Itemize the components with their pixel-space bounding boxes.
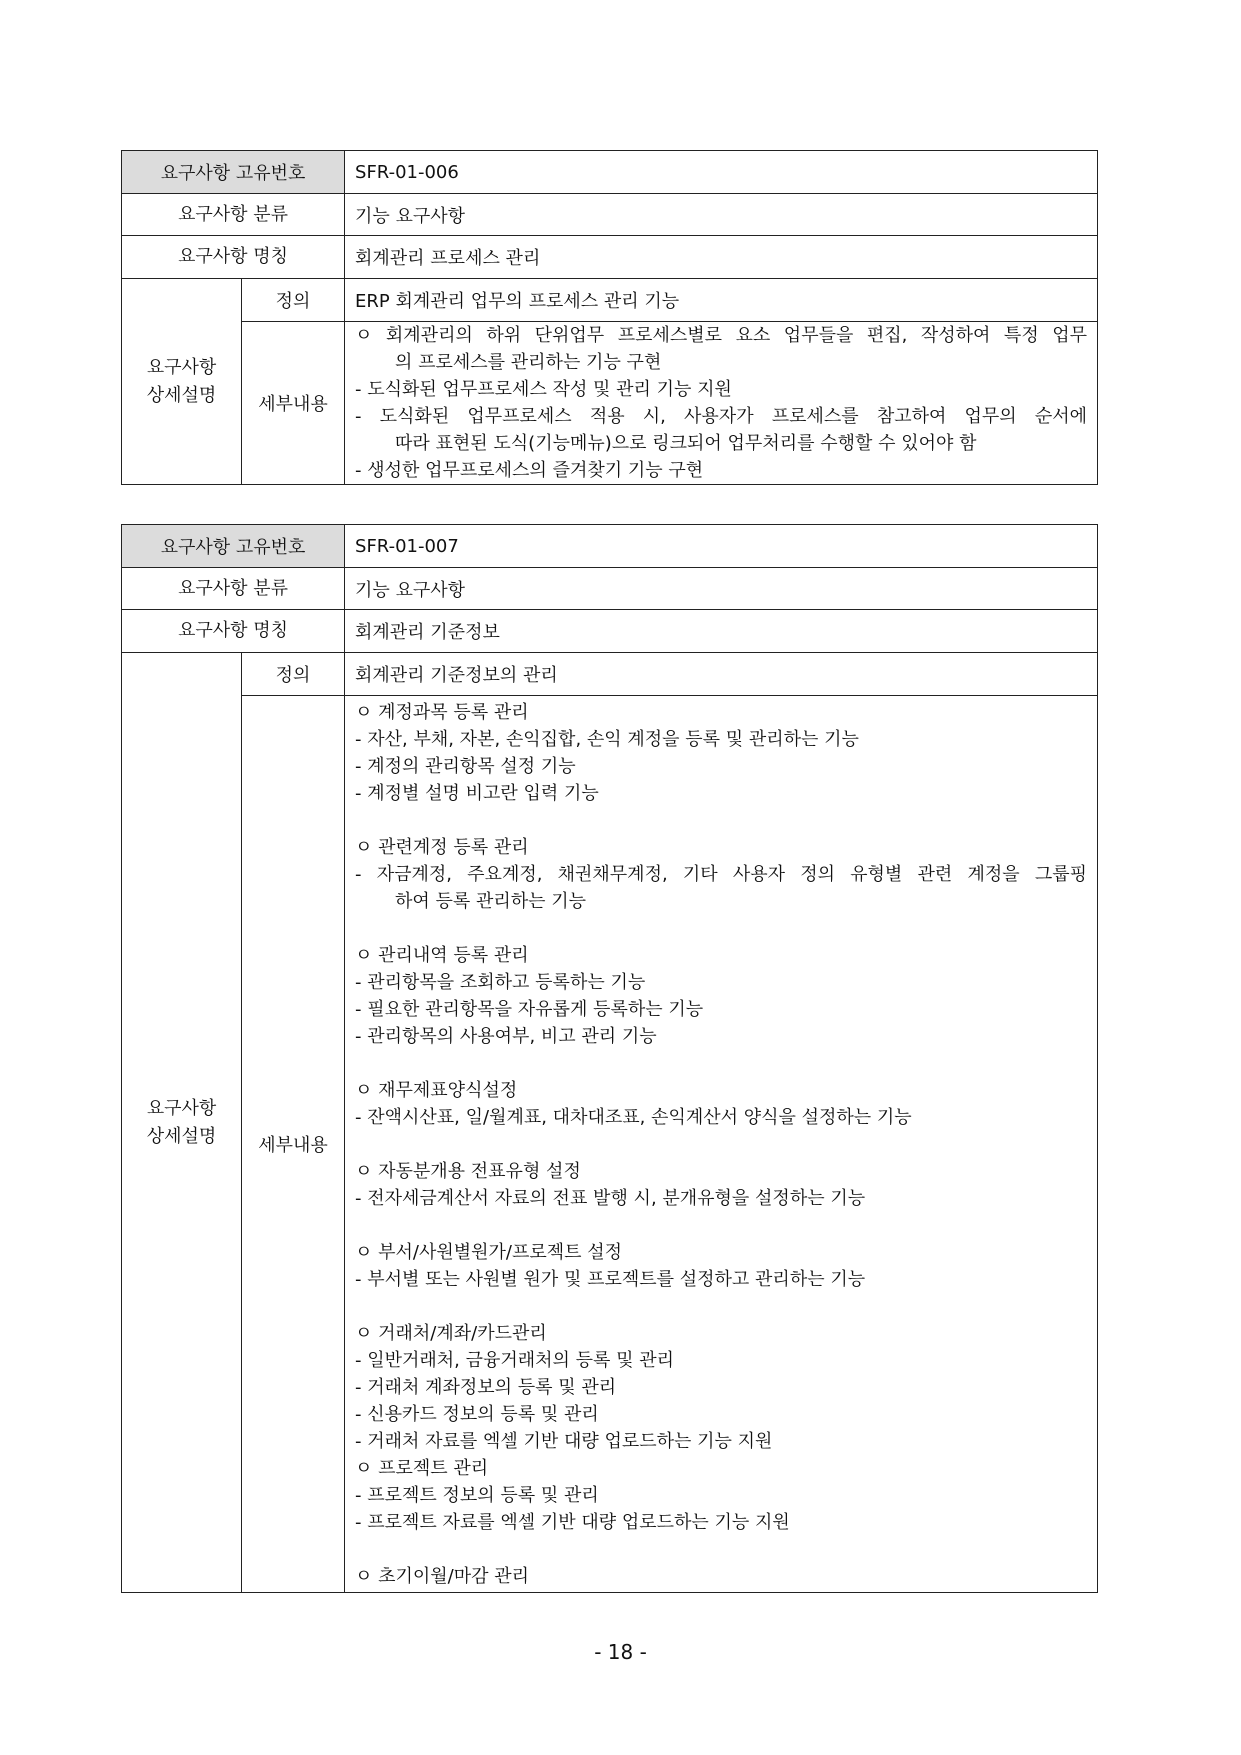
detail-line: - 생성한 업무프로세스의 즐겨찾기 기능 구현 (355, 460, 704, 481)
detail-line: - 관리항목을 조회하고 등록하는 기능 (355, 971, 646, 993)
name-label: 요구사항 명칭 (122, 236, 345, 279)
detail-line: - 거래처 계좌정보의 등록 및 관리 (355, 1376, 617, 1398)
detail-line: - 계정의 관리항목 설정 기능 (355, 755, 576, 777)
detail-label: 세부내용 (242, 696, 345, 1593)
id-label: 요구사항 고유번호 (122, 151, 345, 194)
detail-line: ㅇ 부서/사원별원가/프로젝트 설정 (355, 1241, 623, 1263)
category-label: 요구사항 분류 (122, 194, 345, 236)
detail-label: 세부내용 (242, 322, 345, 485)
requirement-name: 회계관리 기준정보 (345, 610, 1098, 653)
detail-line: - 프로젝트 자료를 엑셀 기반 대량 업로드하는 기능 지원 (355, 1511, 790, 1533)
definition-label: 정의 (242, 279, 345, 322)
detail-line: - 자산, 부채, 자본, 손익집합, 손익 계정을 등록 및 관리하는 기능 (355, 728, 859, 750)
detail-line: 따라 표현된 도식(기능메뉴)으로 링크되어 업무처리를 수행할 수 있어야 함 (395, 433, 977, 454)
category-label: 요구사항 분류 (122, 568, 345, 610)
requirement-details (345, 696, 1098, 1593)
detail-line: - 일반거래처, 금융거래처의 등록 및 관리 (355, 1349, 675, 1371)
requirement-table-1 (121, 150, 1098, 485)
detail-main-label-line2: 상세설명 (146, 384, 217, 406)
detail-blank-line (355, 807, 1087, 834)
detail-line: ㅇ 관리내역 등록 관리 (355, 944, 529, 966)
detail-blank-line (355, 915, 1087, 942)
detail-line: ㅇ 재무제표양식설정 (355, 1079, 518, 1101)
detail-line: - 자금계정, 주요계정, 채권채무계정, 기타 사용자 정의 유형별 관련 계정을 그룹핑 (355, 863, 1087, 885)
requirement-definition: ERP 회계관리 업무의 프로세스 관리 기능 (345, 279, 1098, 322)
definition-label: 정의 (242, 653, 345, 696)
detail-line: ㅇ 거래처/계좌/카드관리 (355, 1322, 547, 1344)
detail-line: ㅇ 회계관리의 하위 단위업무 프로세스별로 요소 업무들을 편집, 작성하여 특정 업무 (355, 325, 1087, 346)
requirement-category: 기능 요구사항 (345, 194, 1098, 236)
detail-line: 하여 등록 관리하는 기능 (395, 890, 587, 912)
detail-blank-line (355, 1131, 1087, 1158)
detail-line: - 도식화된 업무프로세스 작성 및 관리 기능 지원 (355, 379, 732, 400)
detail-line: ㅇ 프로젝트 관리 (355, 1457, 489, 1479)
detail-main-label-line1: 요구사항 (146, 356, 217, 378)
detail-line: - 프로젝트 정보의 등록 및 관리 (355, 1484, 599, 1506)
detail-line: ㅇ 자동분개용 전표유형 설정 (355, 1160, 581, 1182)
detail-line: - 신용카드 정보의 등록 및 관리 (355, 1403, 599, 1425)
detail-main-label-line2: 상세설명 (146, 1125, 217, 1147)
detail-main-label (122, 279, 242, 485)
detail-line: - 잔액시산표, 일/월계표, 대차대조표, 손익계산서 양식을 설정하는 기능 (355, 1106, 912, 1128)
requirement-table-2 (121, 524, 1098, 1593)
detail-blank-line (355, 1536, 1087, 1563)
requirement-id: SFR-01-006 (345, 151, 1098, 194)
page-number: - 18 - (594, 1640, 647, 1664)
requirement-details (345, 322, 1098, 485)
detail-line: - 거래처 자료를 엑셀 기반 대량 업로드하는 기능 지원 (355, 1430, 773, 1452)
requirement-name: 회계관리 프로세스 관리 (345, 236, 1098, 279)
detail-line: - 계정별 설명 비고란 입력 기능 (355, 782, 599, 804)
detail-line: - 필요한 관리항목을 자유롭게 등록하는 기능 (355, 998, 704, 1020)
id-label: 요구사항 고유번호 (122, 525, 345, 568)
detail-line: - 부서별 또는 사원별 원가 및 프로젝트를 설정하고 관리하는 기능 (355, 1268, 866, 1290)
detail-line: ㅇ 계정과목 등록 관리 (355, 701, 529, 723)
name-label: 요구사항 명칭 (122, 610, 345, 653)
detail-blank-line (355, 1293, 1087, 1320)
requirement-definition: 회계관리 기준정보의 관리 (345, 653, 1098, 696)
detail-line: ㅇ 관련계정 등록 관리 (355, 836, 529, 858)
detail-blank-line (355, 1212, 1087, 1239)
detail-line: ㅇ 초기이월/마감 관리 (355, 1565, 530, 1587)
requirement-id: SFR-01-007 (345, 525, 1098, 568)
detail-blank-line (355, 1050, 1087, 1077)
detail-main-label (122, 653, 242, 1593)
requirement-category: 기능 요구사항 (345, 568, 1098, 610)
detail-line: - 전자세금계산서 자료의 전표 발행 시, 분개유형을 설정하는 기능 (355, 1187, 866, 1209)
detail-line: - 관리항목의 사용여부, 비고 관리 기능 (355, 1025, 657, 1047)
detail-line: 의 프로세스를 관리하는 기능 구현 (395, 352, 662, 373)
detail-line: - 도식화된 업무프로세스 적용 시, 사용자가 프로세스를 참고하여 업무의 순서에 (355, 406, 1087, 427)
detail-main-label-line1: 요구사항 (146, 1097, 217, 1119)
